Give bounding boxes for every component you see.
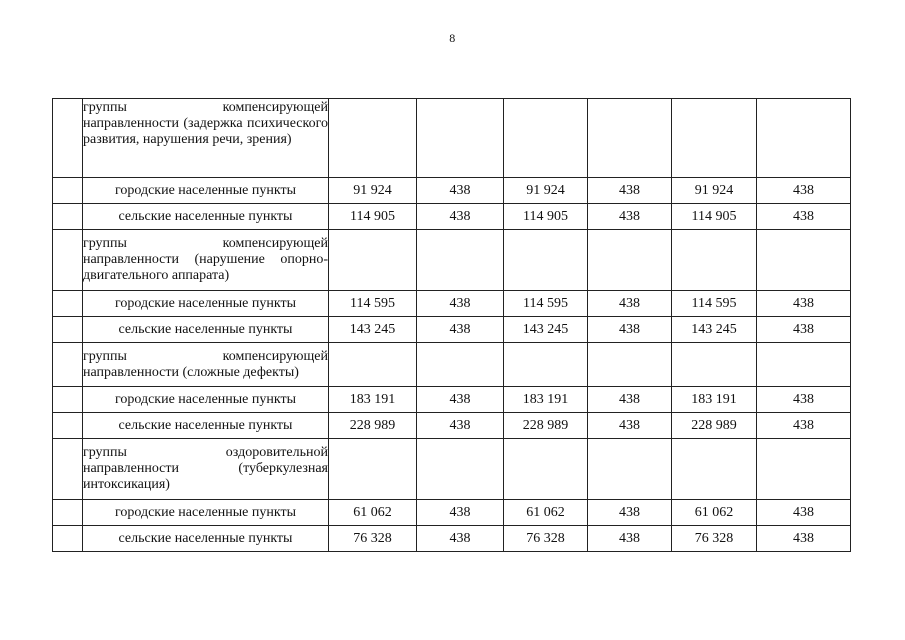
value-cell: 438 [417, 178, 504, 204]
value-cell: 114 905 [504, 204, 588, 230]
gutter-cell [53, 413, 83, 439]
value-cell: 438 [588, 291, 672, 317]
value-cell [672, 343, 757, 387]
value-cell: 76 328 [329, 526, 417, 552]
gutter-cell [53, 500, 83, 526]
value-cell [588, 343, 672, 387]
gutter-cell [53, 230, 83, 291]
value-cell: 114 905 [672, 204, 757, 230]
value-cell: 91 924 [672, 178, 757, 204]
gutter-cell [53, 317, 83, 343]
value-cell: 91 924 [329, 178, 417, 204]
value-cell [504, 343, 588, 387]
value-cell [757, 230, 851, 291]
row-label: городские населенные пункты [83, 291, 329, 317]
row-label: сельские населенные пункты [83, 413, 329, 439]
value-cell: 143 245 [504, 317, 588, 343]
table-row [53, 500, 851, 526]
table-row [53, 317, 851, 343]
value-cell: 114 905 [329, 204, 417, 230]
value-cell: 438 [588, 500, 672, 526]
row-label: группы компенсирующей направленности (нарушение опорно-двигательного аппарата) [83, 230, 329, 291]
value-cell: 438 [757, 317, 851, 343]
value-cell [329, 99, 417, 178]
row-label: группы компенсирующей направленности (сложные дефекты) [83, 343, 329, 387]
row-label: городские населенные пункты [83, 178, 329, 204]
value-cell: 438 [417, 204, 504, 230]
value-cell: 61 062 [504, 500, 588, 526]
table-row [53, 204, 851, 230]
value-cell: 438 [757, 178, 851, 204]
gutter-cell [53, 439, 83, 500]
value-cell: 438 [417, 317, 504, 343]
value-cell: 438 [417, 387, 504, 413]
value-cell: 114 595 [329, 291, 417, 317]
value-cell [672, 439, 757, 500]
value-cell: 183 191 [329, 387, 417, 413]
value-cell: 114 595 [672, 291, 757, 317]
value-cell [417, 439, 504, 500]
value-cell [329, 343, 417, 387]
row-label: группы оздоровительной направленности (туберкулезная интоксикация) [83, 439, 329, 500]
table-row-heading [53, 230, 851, 291]
value-cell: 61 062 [329, 500, 417, 526]
value-cell: 114 595 [504, 291, 588, 317]
value-cell [757, 343, 851, 387]
value-cell: 438 [757, 500, 851, 526]
value-cell [672, 230, 757, 291]
value-cell: 76 328 [504, 526, 588, 552]
value-cell: 438 [588, 204, 672, 230]
value-cell [329, 439, 417, 500]
value-cell: 438 [588, 317, 672, 343]
value-cell [417, 230, 504, 291]
value-cell [588, 99, 672, 178]
value-cell [757, 99, 851, 178]
table-row-heading [53, 99, 851, 178]
value-cell: 438 [588, 526, 672, 552]
value-cell: 438 [588, 387, 672, 413]
value-cell [504, 99, 588, 178]
value-cell: 183 191 [672, 387, 757, 413]
row-label: сельские населенные пункты [83, 526, 329, 552]
gutter-cell [53, 387, 83, 413]
table-row-heading [53, 343, 851, 387]
row-label: группы компенсирующей направленности (задержка психического развития, нарушения речи, зрения) [83, 99, 329, 178]
value-cell [504, 439, 588, 500]
value-cell: 228 989 [672, 413, 757, 439]
page-number: 8 [449, 31, 456, 45]
value-cell [504, 230, 588, 291]
gutter-cell [53, 178, 83, 204]
value-cell: 438 [588, 178, 672, 204]
gutter-cell [53, 526, 83, 552]
table-row [53, 387, 851, 413]
value-cell [417, 343, 504, 387]
row-label: сельские населенные пункты [83, 317, 329, 343]
table-row [53, 178, 851, 204]
row-label: городские населенные пункты [83, 387, 329, 413]
gutter-cell [53, 291, 83, 317]
value-cell: 438 [417, 500, 504, 526]
value-cell: 228 989 [504, 413, 588, 439]
gutter-cell [53, 204, 83, 230]
gutter-cell [53, 99, 83, 178]
value-cell: 438 [417, 413, 504, 439]
value-cell: 143 245 [329, 317, 417, 343]
gutter-cell [53, 343, 83, 387]
table-row-heading [53, 439, 851, 500]
value-cell: 438 [757, 204, 851, 230]
value-cell: 143 245 [672, 317, 757, 343]
value-cell [672, 99, 757, 178]
value-cell: 438 [417, 526, 504, 552]
tariff-table [52, 98, 851, 552]
value-cell: 438 [757, 526, 851, 552]
value-cell: 61 062 [672, 500, 757, 526]
value-cell: 438 [588, 413, 672, 439]
value-cell: 91 924 [504, 178, 588, 204]
table-row [53, 291, 851, 317]
table-row [53, 413, 851, 439]
table-row [53, 526, 851, 552]
value-cell: 76 328 [672, 526, 757, 552]
value-cell [588, 230, 672, 291]
value-cell: 228 989 [329, 413, 417, 439]
value-cell [417, 99, 504, 178]
value-cell: 438 [757, 291, 851, 317]
value-cell [757, 439, 851, 500]
row-label: сельские населенные пункты [83, 204, 329, 230]
value-cell: 183 191 [504, 387, 588, 413]
value-cell: 438 [757, 413, 851, 439]
value-cell: 438 [757, 387, 851, 413]
value-cell: 438 [417, 291, 504, 317]
value-cell [588, 439, 672, 500]
row-label: городские населенные пункты [83, 500, 329, 526]
value-cell [329, 230, 417, 291]
